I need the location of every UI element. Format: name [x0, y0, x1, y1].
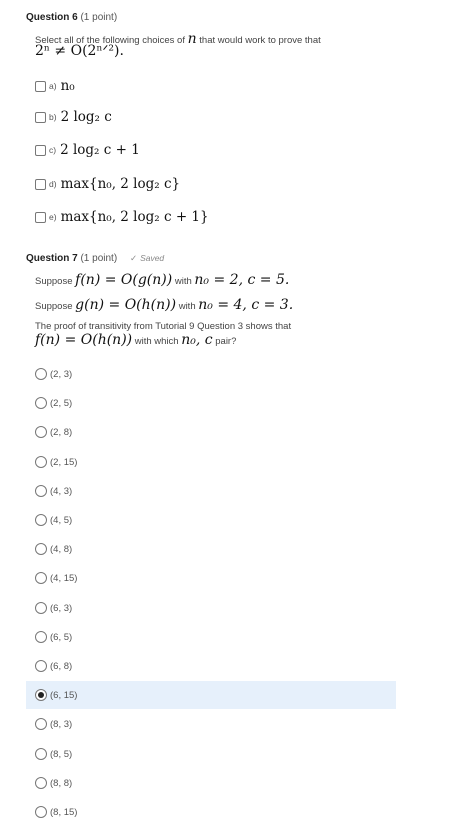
- q7-option-12[interactable]: [26, 710, 396, 738]
- option-label: (4, 5): [50, 514, 73, 526]
- question-7-points: (1 point): [80, 253, 118, 264]
- option-letter: d): [49, 179, 57, 189]
- q7-option-13[interactable]: [26, 740, 396, 768]
- q7-option-7[interactable]: [26, 564, 396, 592]
- prompt-text: Select all of the following choices of: [35, 35, 185, 46]
- radio-button[interactable]: [35, 514, 47, 526]
- question-6-formula: [35, 43, 124, 59]
- option-letter: e): [49, 212, 57, 222]
- option-label: (2, 15): [50, 456, 78, 468]
- line4-tail: pair?: [215, 336, 237, 347]
- radio-button[interactable]: [35, 485, 47, 497]
- question-7-line2: [35, 297, 293, 313]
- line2-mid: with: [178, 301, 196, 312]
- option-label: (4, 3): [50, 485, 73, 497]
- option-label: (6, 3): [50, 602, 73, 614]
- option-label: (2, 5): [50, 397, 73, 409]
- radio-button[interactable]: [35, 748, 47, 760]
- q6-option-3[interactable]: [35, 176, 180, 192]
- option-math: 2 log₂ c + 1: [60, 142, 140, 158]
- saved-label: Saved: [140, 253, 165, 263]
- checkbox[interactable]: [35, 145, 46, 156]
- radio-button[interactable]: [35, 368, 47, 380]
- line1-pre: Suppose: [35, 276, 73, 287]
- option-label: (8, 15): [50, 806, 78, 818]
- line4-math1: f(n) = O(h(n)): [35, 332, 133, 348]
- question-7-line1: [35, 272, 289, 288]
- q6-option-1[interactable]: [35, 109, 112, 125]
- radio-button[interactable]: [35, 777, 47, 789]
- radio-button[interactable]: [35, 426, 47, 438]
- option-letter: a): [49, 81, 57, 91]
- q7-option-2[interactable]: [26, 418, 396, 446]
- line1-math2: n₀ = 2, c = 5.: [194, 272, 290, 288]
- line1-mid: with: [174, 276, 192, 287]
- question-7-title: Question 7: [26, 253, 78, 264]
- q7-option-11[interactable]: [26, 681, 396, 709]
- radio-button[interactable]: [35, 631, 47, 643]
- q6-option-2[interactable]: [35, 142, 140, 158]
- option-math: 2 log₂ c: [60, 109, 112, 125]
- prompt-var: n: [187, 31, 197, 47]
- option-label: (4, 15): [50, 572, 78, 584]
- check-icon: ✓: [129, 253, 138, 263]
- question-7-header: [26, 253, 164, 264]
- radio-button[interactable]: [35, 543, 47, 555]
- q7-option-5[interactable]: [26, 506, 396, 534]
- option-math: max{n₀, 2 log₂ c + 1}: [60, 209, 209, 225]
- question-6-title: Question 6: [26, 12, 78, 23]
- q7-option-9[interactable]: [26, 623, 396, 651]
- q7-option-10[interactable]: [26, 652, 396, 680]
- q7-option-4[interactable]: [26, 477, 396, 505]
- question-6-header: [26, 12, 117, 23]
- radio-button[interactable]: [35, 806, 47, 818]
- formula: 2ⁿ ≠ O(2ⁿᐟ²).: [35, 43, 124, 59]
- q7-option-14[interactable]: [26, 769, 396, 797]
- option-label: (8, 5): [50, 748, 73, 760]
- line2-math2: n₀ = 4, c = 3.: [198, 297, 294, 313]
- q7-option-6[interactable]: [26, 535, 396, 563]
- question-6-points: (1 point): [80, 12, 118, 23]
- option-label: (4, 8): [50, 543, 73, 555]
- radio-button[interactable]: [35, 660, 47, 672]
- line2-math1: g(n) = O(h(n)): [75, 297, 177, 313]
- option-letter: b): [49, 112, 57, 122]
- radio-button[interactable]: [35, 572, 47, 584]
- line4-mid: with which: [134, 336, 179, 347]
- radio-button[interactable]: [35, 397, 47, 409]
- option-label: (6, 15): [50, 689, 78, 701]
- prompt-tail: that would work to prove that: [199, 35, 321, 46]
- line2-pre: Suppose: [35, 301, 73, 312]
- q7-option-8[interactable]: [26, 594, 396, 622]
- question-7-line4: [35, 332, 236, 348]
- option-label: (6, 5): [50, 631, 73, 643]
- radio-button[interactable]: [35, 602, 47, 614]
- radio-button[interactable]: [35, 718, 47, 730]
- option-letter: c): [49, 145, 57, 155]
- checkbox[interactable]: [35, 112, 46, 123]
- radio-button[interactable]: [35, 456, 47, 468]
- option-math: n₀: [60, 78, 75, 94]
- checkbox[interactable]: [35, 81, 46, 92]
- option-label: (2, 3): [50, 368, 73, 380]
- line1-math1: f(n) = O(g(n)): [75, 272, 173, 288]
- option-label: (8, 3): [50, 718, 73, 730]
- option-label: (8, 8): [50, 777, 73, 789]
- option-label: (6, 8): [50, 660, 73, 672]
- q6-option-0[interactable]: [35, 78, 75, 94]
- option-label: (2, 8): [50, 426, 73, 438]
- q7-option-15[interactable]: [26, 798, 396, 826]
- checkbox[interactable]: [35, 179, 46, 190]
- q7-option-1[interactable]: [26, 389, 396, 417]
- q7-option-0[interactable]: [26, 360, 396, 388]
- question-7-line3: The proof of transitivity from Tutorial 9 Question 3 shows that: [35, 321, 292, 332]
- option-math: max{n₀, 2 log₂ c}: [60, 176, 181, 192]
- q7-option-3[interactable]: [26, 448, 396, 476]
- q6-option-4[interactable]: [35, 209, 209, 225]
- saved-status: [130, 253, 164, 263]
- line4-math2: n₀, c: [181, 332, 213, 348]
- checkbox[interactable]: [35, 212, 46, 223]
- radio-button[interactable]: [35, 689, 47, 701]
